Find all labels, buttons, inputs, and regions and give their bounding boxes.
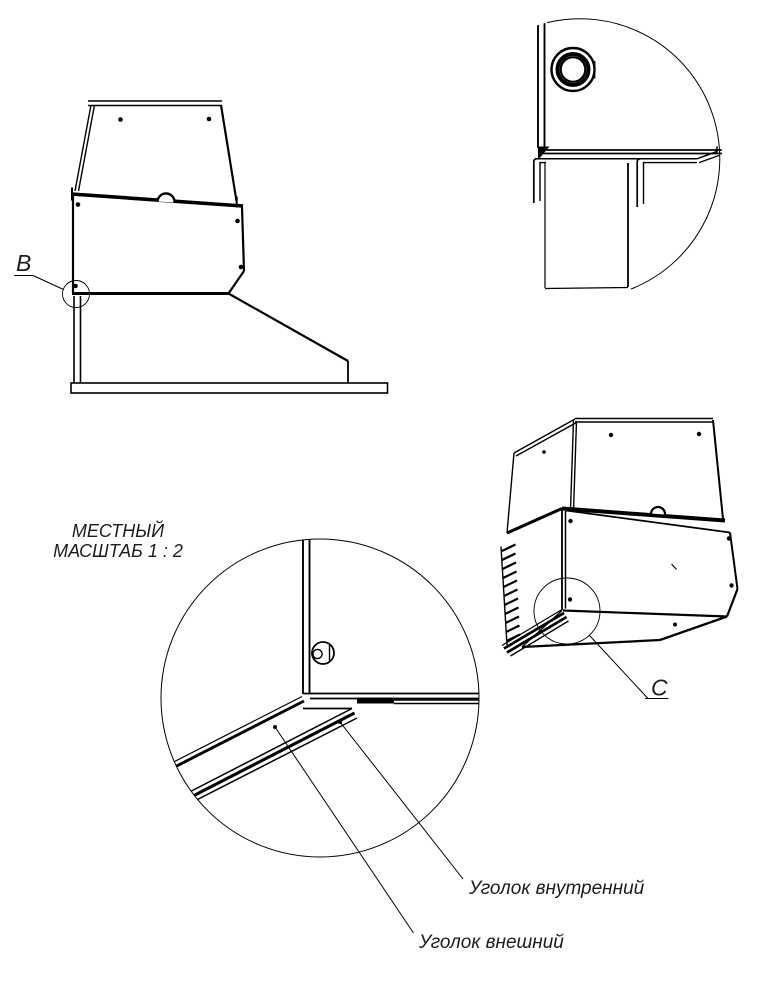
outer-angle-leader-line [275, 727, 414, 933]
base-plate [71, 383, 388, 393]
scale-note-line1: МЕСТНЫЙ [71, 521, 165, 541]
scale-note-line2: МАСШТАБ 1 : 2 [53, 541, 183, 561]
callout-inner-label: Уголок внутренний [469, 878, 645, 899]
left-angle-bracket [534, 159, 546, 203]
local-detail-content [155, 534, 480, 811]
iso-flange-band [507, 507, 725, 533]
middle-angle-bracket [637, 159, 697, 207]
body-panel [72, 196, 244, 294]
iso-box [562, 509, 738, 617]
detail-c-leader-line [590, 636, 649, 699]
angle-callouts [273, 720, 645, 953]
detail-view-b [534, 16, 725, 289]
screw-side-view [312, 642, 334, 664]
stand-outline [71, 294, 388, 394]
lower-panel [545, 163, 628, 289]
angle-profiles [155, 697, 357, 812]
detail-b-label: В [16, 250, 32, 276]
local-detail-view [155, 534, 480, 857]
inner-angle-leader-line [340, 722, 463, 879]
detail-b-leader-line [33, 276, 64, 290]
flange-band [72, 188, 244, 208]
detail-b-callout [14, 250, 64, 290]
iso-hood [507, 419, 723, 534]
iso-handle-bump [651, 507, 665, 515]
scale-note [53, 520, 183, 561]
iso-angle-profiles [502, 610, 569, 657]
bolt-washer [552, 48, 595, 91]
detail-c-label: С [651, 674, 668, 701]
detail-b-content [534, 16, 725, 289]
flange-end [697, 147, 719, 163]
hood-outline [75, 101, 237, 201]
iso-louver-grille [501, 545, 520, 646]
side-view [63, 101, 388, 393]
handle-bump [158, 193, 175, 202]
detail-c-callout [590, 636, 669, 701]
gasket-bar [357, 698, 394, 704]
isometric-view [501, 419, 738, 657]
callout-outer-label: Уголок внешний [419, 932, 564, 953]
